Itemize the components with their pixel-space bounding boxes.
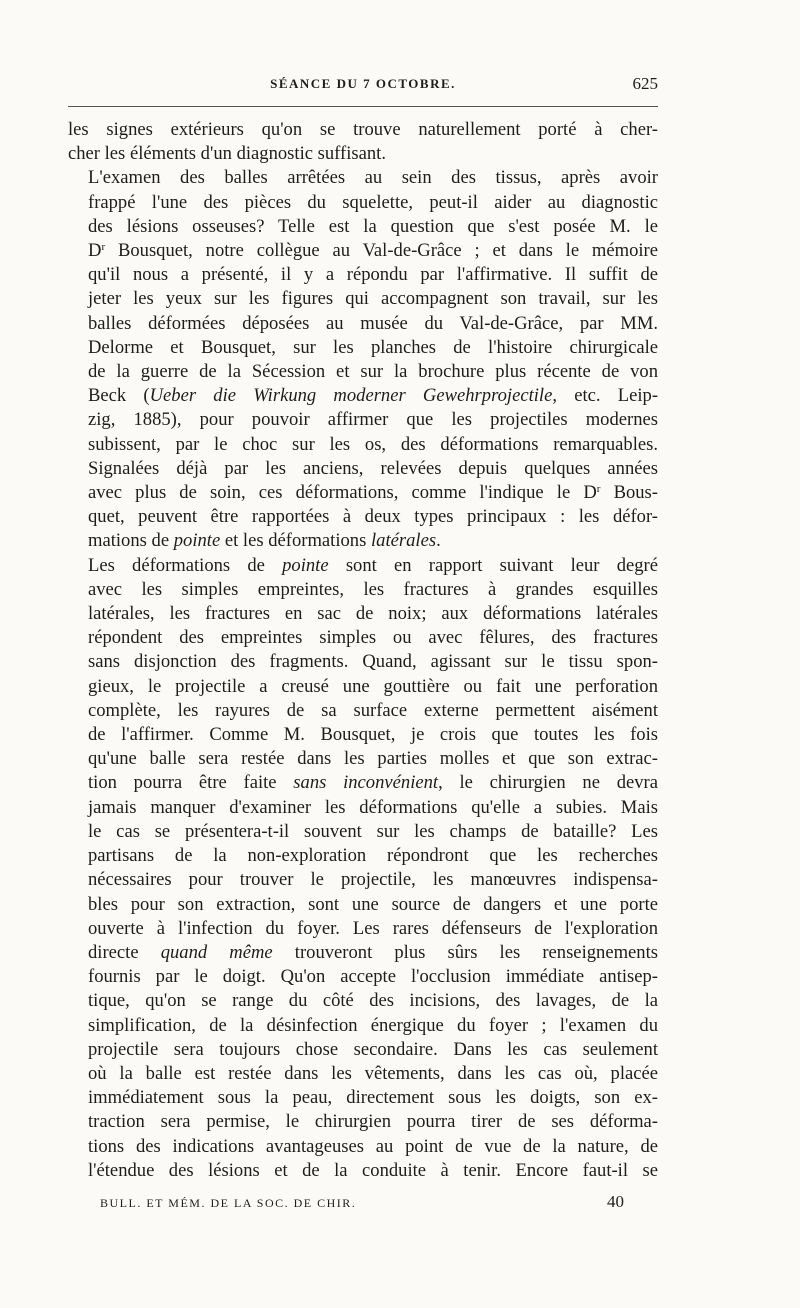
- text-line: des lésions osseuses? Telle est la question que s'est posée M. le: [88, 215, 658, 237]
- text-line: qu'une balle sera restée dans les parties molles et que son extrac-: [88, 748, 658, 770]
- text-line: simplification, de la désinfection énergique du foyer ; l'examen du: [88, 1014, 658, 1036]
- text-line: l'étendue des lésions et de la conduite à tenir. Encore faut-il se: [88, 1159, 658, 1181]
- text-line: balles déformées déposées au musée du Val-de-Grâce, par MM.: [88, 312, 658, 334]
- text-line: subissent, par le choc sur les os, des déformations remarquables.: [88, 433, 658, 455]
- text-line: tion pourra être faite sans inconvénient, le chirurgien ne devra: [88, 772, 658, 794]
- paragraph: [68, 118, 658, 166]
- text-line: qu'il nous a présenté, il y a répondu par l'affirmative. Il suffit de: [88, 264, 658, 286]
- text-line: zig, 1885), pour pouvoir affirmer que les projectiles modernes: [88, 409, 658, 431]
- text-line: directe quand même trouveront plus sûrs les renseignements: [88, 941, 658, 963]
- text-line: complète, les rayures de sa surface externe permettent aisément: [88, 699, 658, 721]
- page-header: [68, 76, 658, 98]
- text-line: ouverte à l'infection du foyer. Les rares défenseurs de l'exploration: [88, 917, 658, 939]
- text-line: les signes extérieurs qu'on se trouve naturellement porté à cher-: [68, 119, 658, 140]
- text-line: frappé l'une des pièces du squelette, peut-il aider au diagnostic: [88, 191, 658, 213]
- text-line: bles pour son extraction, sont une source de dangers et une porte: [88, 893, 658, 915]
- text-line: latérales, les fractures en sac de noix; aux déformations latérales: [88, 603, 658, 625]
- text-line: L'examen des balles arrêtées au sein des tissus, après avoir: [88, 167, 658, 189]
- text-line: avec plus de soin, ces déformations, comme l'indique le $D^r$ Bous-: [88, 482, 658, 504]
- text-line: Beck (Ueber die Wirkung moderner Gewehrprojectile, etc. Leip-: [88, 385, 659, 407]
- text-line: immédiatement sous la peau, directement sous les doigts, son ex-: [88, 1087, 658, 1109]
- page-footer: [100, 1194, 660, 1216]
- text-line: mations de pointe et les déformations latérales.: [88, 530, 441, 552]
- text-line: sans disjonction des fragments. Quand, agissant sur le tissu spon-: [88, 651, 658, 673]
- text-line: gieux, le projectile a creusé une gouttière ou fait une perforation: [88, 675, 658, 697]
- text-line: nécessaires pour trouver le projectile, les manœuvres indispensa-: [88, 869, 658, 891]
- journal-signature-line: BULL. ET MÉM. DE LA SOC. DE CHIR.: [100, 1196, 357, 1210]
- printer-signature-mark: 40: [607, 1192, 624, 1211]
- text-line: fournis par le doigt. Qu'on accepte l'occlusion immédiate antisep-: [88, 966, 658, 988]
- text-line: projectile sera toujours chose secondaire. Dans les cas seulement: [88, 1038, 658, 1060]
- text-line: $D^r$ Bousquet, notre collègue au Val-de-Grâce ; et dans le mémoire: [88, 240, 658, 262]
- text-line: Delorme et Bousquet, sur les planches de l'histoire chirurgicale: [88, 336, 658, 358]
- text-line: de l'affirmer. Comme M. Bousquet, je crois que toutes les fois: [88, 724, 658, 746]
- body-text: [68, 118, 658, 1183]
- paragraph: [68, 166, 658, 553]
- text-line: quet, peuvent être rapportées à deux types principaux : les défor-: [88, 506, 658, 528]
- page-number: 625: [632, 74, 658, 93]
- text-line: partisans de la non-exploration répondront que les recherches: [88, 845, 658, 867]
- text-line: avec les simples empreintes, les fractures à grandes esquilles: [88, 578, 658, 600]
- text-line: où la balle est restée dans les vêtements, dans les cas où, placée: [88, 1062, 658, 1084]
- text-line: traction sera permise, le chirurgien pourra tirer de ses déforma-: [88, 1111, 658, 1133]
- paragraph: [68, 554, 658, 1183]
- text-line: jeter les yeux sur les figures qui accompagnent son travail, sur les: [88, 288, 658, 310]
- text-line: le cas se présentera-t-il souvent sur les champs de bataille? Les: [88, 820, 658, 842]
- text-line: répondent des empreintes simples ou avec fêlures, des fractures: [88, 627, 658, 649]
- text-line: jamais manquer d'examiner les déformations qu'elle a subies. Mais: [88, 796, 658, 818]
- text-line: de la guerre de la Sécession et sur la brochure plus récente de von: [88, 361, 658, 383]
- text-line: tique, qu'on se range du côté des incisions, des lavages, de la: [88, 990, 658, 1012]
- text-line: Les déformations de pointe sont en rapport suivant leur degré: [88, 554, 658, 576]
- text-line: tions des indications avantageuses au point de vue de la nature, de: [88, 1135, 658, 1157]
- text-line: Signalées déjà par les anciens, relevées depuis quelques années: [88, 457, 658, 479]
- text-line: cher les éléments d'un diagnostic suffisant.: [68, 143, 386, 165]
- header-rule: [68, 106, 658, 107]
- running-head: SÉANCE DU 7 OCTOBRE.: [270, 76, 456, 91]
